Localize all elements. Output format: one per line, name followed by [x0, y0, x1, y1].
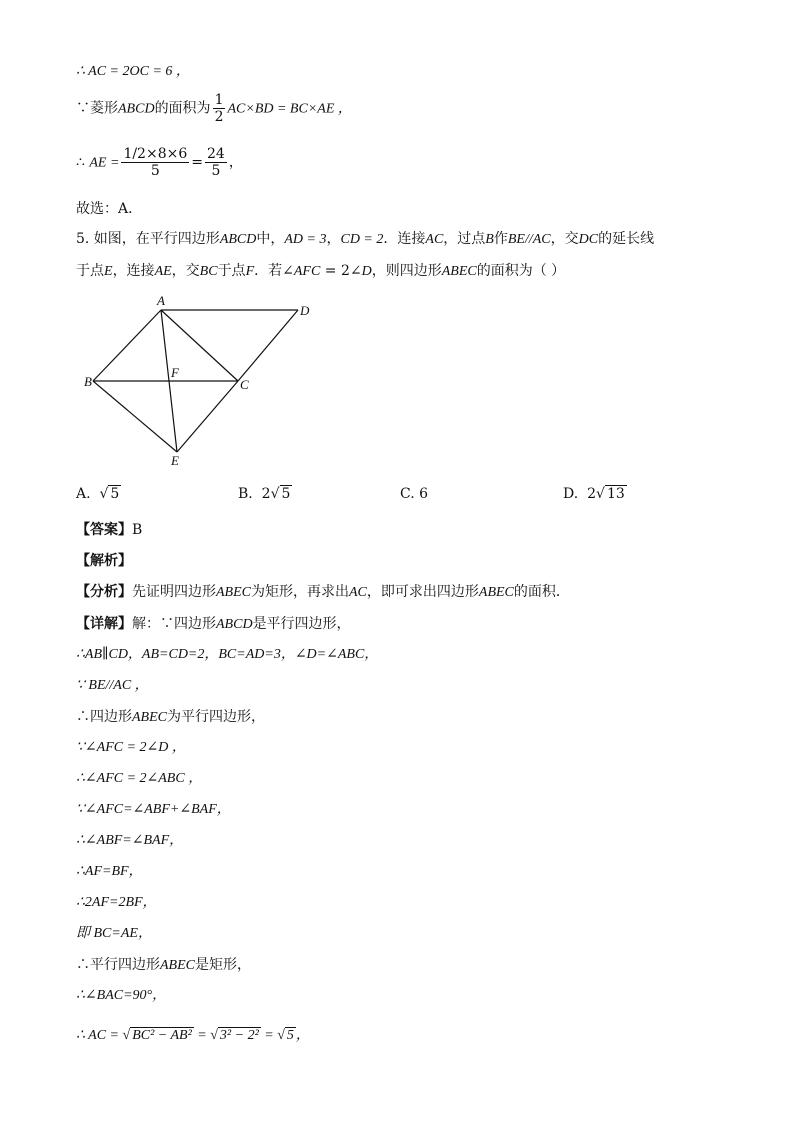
label-b: B: [84, 374, 92, 389]
denominator: 5: [150, 163, 160, 179]
text: E: [104, 264, 113, 279]
text: 于点: [217, 263, 246, 279]
text: AC: [349, 585, 367, 600]
text: ．若∠: [254, 263, 294, 279]
text: BE//AC: [507, 232, 551, 247]
text: =: [191, 154, 203, 171]
numerator: 24: [206, 146, 225, 162]
text: AFC: [293, 264, 321, 279]
text: 作: [493, 231, 508, 247]
radicand: 5: [110, 486, 120, 502]
radicand: BC² − AB²: [132, 1028, 192, 1043]
numerator: 1/2×8×6: [123, 146, 188, 162]
text: ABCD: [118, 101, 155, 117]
fraction-half: [213, 92, 226, 125]
text: ABCD: [219, 232, 257, 247]
label-c: C: [240, 377, 249, 392]
step-10: 即 BC=AE，: [76, 926, 152, 941]
text: D: [361, 264, 372, 279]
step-7: ∴∠ABF=∠BAF，: [76, 833, 184, 848]
step-4: ∵∠AFC = 2∠D ，: [76, 740, 186, 755]
step-13: ∴ AC = √ BC² − AB² = √ 3² − 2² = √ 5 ，: [76, 1028, 310, 1043]
denominator: 2: [214, 109, 224, 125]
line-answer-choice: 故选：A．: [76, 201, 143, 217]
step-3: [76, 707, 265, 728]
text: 5. 如图，在平行四边形: [76, 231, 220, 247]
label-d: D: [300, 303, 310, 318]
radicand: 3² − 2²: [219, 1028, 259, 1043]
coefficient: 2: [261, 486, 271, 502]
step-11: [76, 955, 251, 976]
text: 先证明四边形: [132, 584, 216, 600]
answer-line: [76, 520, 142, 540]
text: ∴ AC =: [76, 1028, 119, 1043]
text: ∴四边形: [76, 709, 132, 725]
text: 为矩形，再求出: [251, 584, 349, 600]
text: 的面积为（ ）: [476, 263, 566, 279]
fraction-ae: [121, 146, 189, 179]
label-e: E: [171, 453, 179, 468]
text: 的延长线: [598, 231, 655, 247]
radicand: 5: [286, 1028, 294, 1043]
step-1: ∴AB∥CD，AB=CD=2，BC=AD=3，∠D=∠ABC，: [76, 647, 379, 662]
radicand: 5: [281, 486, 291, 502]
xiangjie-tag: 【详解】: [76, 616, 132, 632]
text: ABEC: [160, 958, 195, 973]
text: ABEC: [216, 585, 251, 600]
question-5-line-2: [76, 261, 565, 282]
line-ac-equals-6: ∴ AC = 2OC = 6 ，: [76, 64, 190, 79]
text: ABEC: [132, 710, 167, 725]
numerator: 1: [214, 92, 224, 108]
text: 中，: [256, 231, 285, 247]
option-label: A.: [76, 486, 91, 502]
segment-ce: [177, 381, 238, 452]
option-label: B.: [238, 486, 253, 502]
text: ，交: [550, 231, 579, 247]
answer-tag: 【答案】: [76, 522, 132, 538]
text: ，则四边形: [371, 263, 442, 279]
step-12: ∴∠BAC=90°，: [76, 988, 167, 1003]
text: ．连接: [383, 231, 426, 247]
radicand: 13: [606, 486, 625, 502]
text: ，: [326, 231, 341, 247]
text: AE: [154, 264, 172, 279]
label-a: A: [157, 293, 165, 308]
text: F: [245, 264, 255, 279]
step-5: ∴∠AFC = 2∠ABC ，: [76, 771, 203, 786]
denominator: 5: [211, 163, 221, 179]
option-a: A. √ 5: [76, 486, 120, 502]
text: ∵菱形: [76, 100, 118, 117]
text: CD = 2: [340, 232, 384, 247]
text: 的面积为: [154, 100, 211, 117]
step-9: ∴2AF=2BF，: [76, 895, 157, 910]
fenxi-line: [76, 582, 570, 603]
answer-value: B: [132, 522, 143, 538]
line-rhombus-area: [76, 92, 352, 125]
text: AD = 3: [284, 232, 327, 247]
option-b: B. 2√ 5: [238, 486, 291, 502]
segment-be: [93, 381, 177, 452]
text: ABCD: [216, 617, 253, 632]
text: BC: [199, 264, 218, 279]
text: 解：∵四边形: [132, 616, 216, 632]
text: ，: [228, 154, 243, 171]
text: AE =: [89, 155, 120, 171]
line-ae-value: [76, 146, 243, 179]
option-d: D. 2√ 13: [563, 486, 625, 502]
text: = 2∠: [320, 263, 362, 279]
fenxi-tag: 【分析】: [76, 584, 132, 600]
text: ABEC: [478, 585, 514, 600]
segment-ab: [93, 310, 161, 381]
segment-dc: [238, 310, 298, 381]
text: AC: [425, 232, 444, 247]
step-2: ∵ BE//AC ，: [76, 678, 149, 693]
text: ，过点: [443, 231, 486, 247]
option-c: C. 6: [400, 486, 429, 502]
text: ，: [295, 1028, 310, 1043]
analysis-tag: 【解析】: [76, 553, 132, 569]
text: 于点: [76, 263, 104, 279]
text: 的面积．: [513, 584, 570, 600]
text: ，交: [171, 263, 200, 279]
text: ∴平行四边形: [76, 957, 160, 973]
text: ∴: [76, 154, 85, 171]
coefficient: 2: [587, 486, 597, 502]
text: 为平行四边形，: [167, 709, 265, 725]
geometry-figure: [80, 290, 320, 470]
label-f: F: [171, 365, 179, 380]
step-6: ∵∠AFC=∠ABF+∠BAF，: [76, 802, 231, 817]
text: 是平行四边形，: [252, 616, 351, 632]
question-5-line-1: [76, 229, 654, 250]
text: ，即可求出四边形: [366, 584, 479, 600]
fraction-24-5: [205, 146, 227, 179]
text: DC: [578, 232, 599, 247]
step-8: ∴AF=BF，: [76, 864, 143, 879]
text: ABEC: [441, 264, 477, 279]
text: AC×BD = BC×AE ，: [227, 101, 352, 117]
xiangjie-line: [76, 614, 351, 635]
text: =: [264, 1028, 274, 1043]
text: B: [485, 232, 494, 247]
text: =: [197, 1028, 207, 1043]
text: 是矩形，: [195, 957, 251, 973]
text: ，连接: [112, 263, 155, 279]
option-label: D.: [563, 486, 579, 502]
